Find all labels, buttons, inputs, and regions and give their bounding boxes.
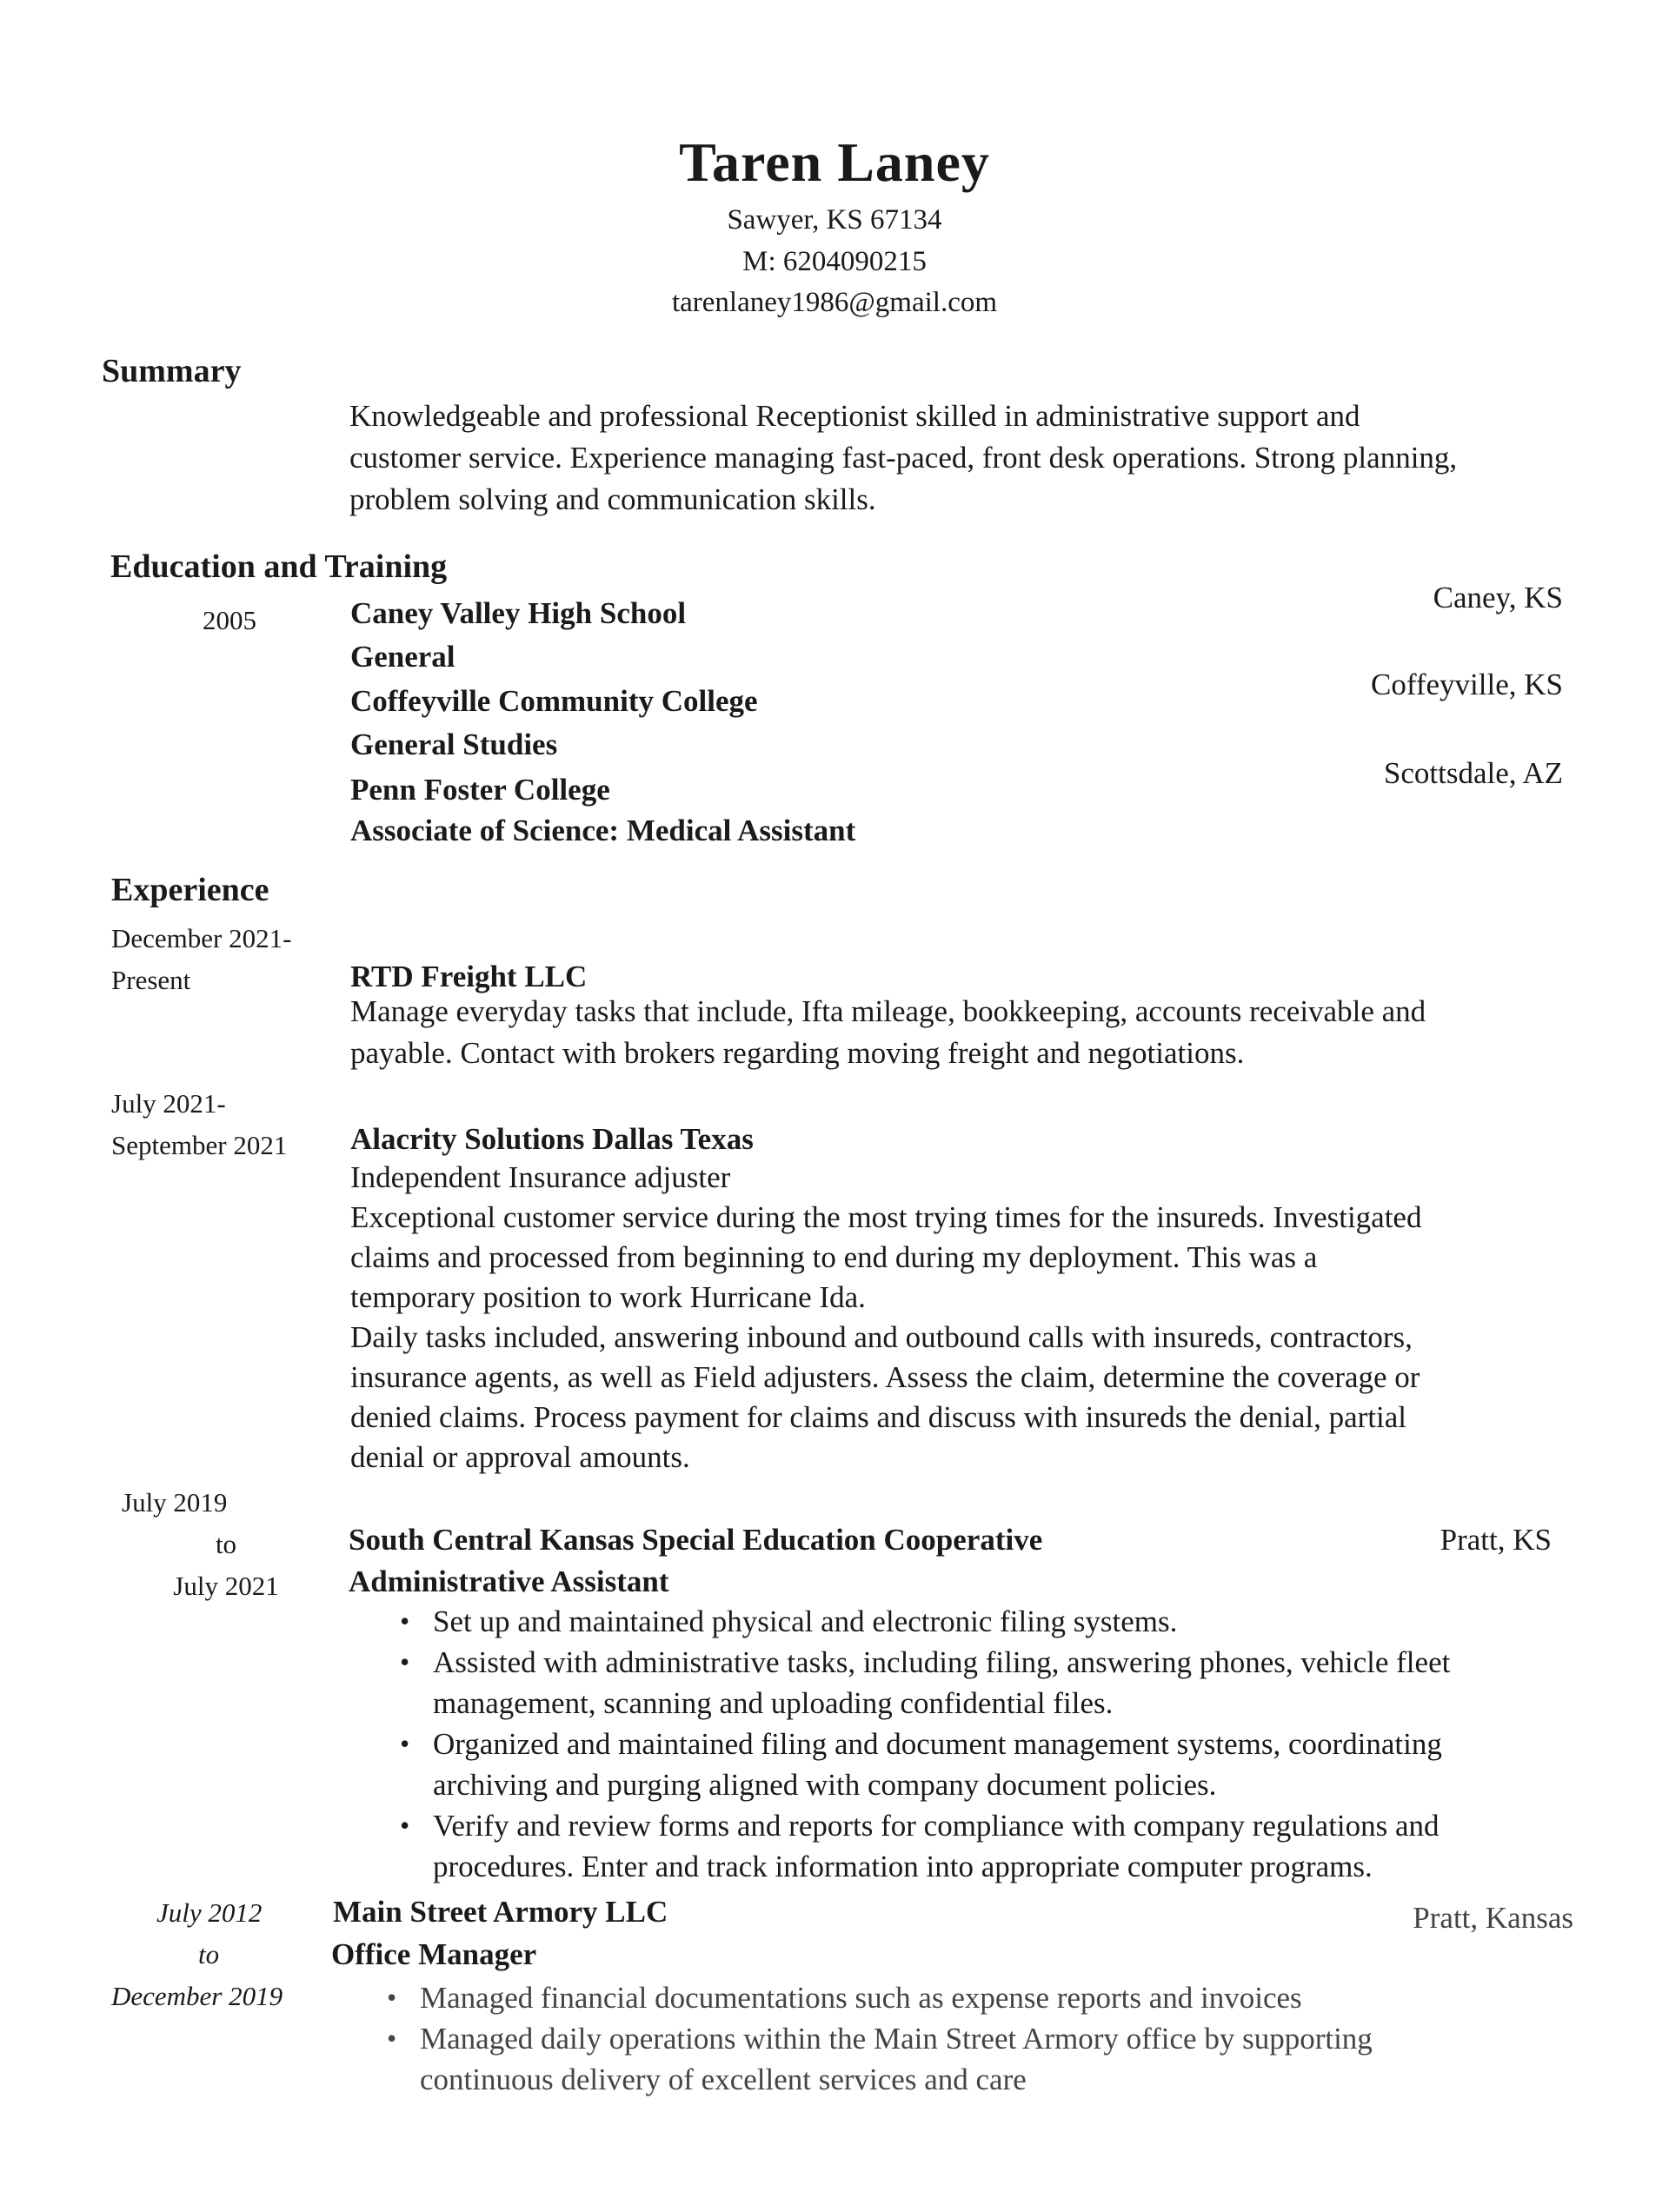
bullet-line: • Set up and maintained physical and electronic filing systems.: [433, 1604, 1178, 1638]
description-line: insurance agents, as well as Field adjusters. Assess the claim, determine the coverage or: [350, 1360, 1420, 1394]
description-line: Exceptional customer service during the most trying times for the insureds. Investigated: [350, 1200, 1422, 1234]
school-location: Caney, KS: [1433, 581, 1563, 614]
summary-text: [349, 395, 1584, 521]
job-date-line: December 2019: [111, 1981, 283, 2011]
description-line: denied claims. Process payment for claims and discuss with insureds the denial, partial: [350, 1400, 1406, 1434]
bullet-line: • Assisted with administrative tasks, including filing, answering phones, vehicle fleet: [433, 1645, 1451, 1679]
job-date-line: to: [198, 1939, 220, 1970]
bullet-line: • Managed daily operations within the Main Street Armory office by supporting: [420, 2022, 1373, 2056]
description-line: payable. Contact with brokers regarding moving freight and negotiations.: [350, 1036, 1245, 1070]
bullet-line: • Managed financial documentations such as expense reports and invoices: [420, 1981, 1302, 2015]
bullet-item: [433, 1805, 1599, 1887]
job-date-line: July 2021: [173, 1571, 279, 1601]
job-company: RTD Freight LLC: [350, 960, 588, 993]
job-date-line: to: [215, 1529, 237, 1559]
bullet-item: [433, 1601, 1599, 1642]
job-role: Independent Insurance adjuster: [350, 1160, 731, 1194]
experience-heading: Experience: [111, 872, 269, 908]
description-line: Daily tasks included, answering inbound and outbound calls with insureds, contractors,: [350, 1320, 1413, 1354]
job-date: [111, 918, 291, 1001]
job-location: Pratt, Kansas: [1413, 1901, 1573, 1935]
bullet-line: continuous delivery of excellent services and care: [420, 2063, 1027, 2096]
phone: M: 6204090215: [742, 246, 927, 277]
school-program: General Studies: [350, 727, 558, 761]
school-program: Associate of Science: Medical Assistant: [350, 814, 856, 847]
bullet-item: [433, 1642, 1599, 1724]
job-date-line: December 2021-: [111, 923, 292, 953]
job-date-line: July 2021-: [111, 1088, 226, 1119]
school-location: Scottsdale, AZ: [1383, 756, 1563, 790]
bullet-item: [420, 2018, 1586, 2100]
job-company: Main Street Armory LLC: [333, 1895, 668, 1929]
job-date-line: September 2021: [111, 1130, 288, 1160]
summary-line: customer service. Experience managing fast-paced, front desk operations. Strong planning,: [349, 441, 1458, 475]
description-line: claims and processed from beginning to end during my deployment. This was a: [350, 1240, 1318, 1274]
bullet-item: [433, 1724, 1599, 1805]
job-location: Pratt, KS: [1440, 1523, 1552, 1557]
job-description: [350, 991, 1585, 1074]
school-location: Coffeyville, KS: [1370, 668, 1563, 701]
job-company: South Central Kansas Special Education Cooperative: [349, 1523, 1043, 1557]
job-bullet-list: [382, 1601, 1599, 1887]
description-line: temporary position to work Hurricane Ida.: [350, 1280, 866, 1314]
candidate-name: Taren Laney: [679, 131, 990, 193]
job-bullet-list: [369, 1977, 1586, 2100]
job-date: [122, 1482, 296, 1607]
address: Sawyer, KS 67134: [727, 204, 942, 236]
job-description: [350, 1158, 1585, 1478]
bullet-line: management, scanning and uploading confidential files.: [433, 1686, 1114, 1720]
description-line: Manage everyday tasks that include, Ifta mileage, bookkeeping, accounts receivable and: [350, 994, 1426, 1028]
education-heading: Education and Training: [110, 548, 448, 585]
job-date-line: July 2012: [156, 1897, 263, 1928]
job-date-line: July 2019: [122, 1487, 228, 1518]
school-name: Caney Valley High School: [350, 596, 687, 630]
summary-heading: Summary: [102, 353, 242, 389]
job-company: Alacrity Solutions Dallas Texas: [350, 1122, 754, 1156]
education-year: 2005: [203, 605, 256, 635]
bullet-line: • Verify and review forms and reports for compliance with company regulations and: [433, 1809, 1440, 1843]
school-name: Coffeyville Community College: [350, 684, 758, 718]
job-role: Administrative Assistant: [349, 1564, 669, 1598]
school-name: Penn Foster College: [350, 773, 610, 807]
email: tarenlaney1986@gmail.com: [671, 287, 998, 318]
summary-line: Knowledgeable and professional Receptionist skilled in administrative support and: [349, 399, 1360, 433]
bullet-line: • Organized and maintained filing and document management systems, coordinating: [433, 1727, 1442, 1761]
bullet-line: procedures. Enter and track information into appropriate computer programs.: [433, 1850, 1373, 1883]
description-line: denial or approval amounts.: [350, 1440, 690, 1474]
job-role: Office Manager: [331, 1937, 537, 1971]
job-date: [111, 1083, 287, 1166]
job-date: [111, 1892, 303, 2017]
summary-line: problem solving and communication skills.: [349, 482, 876, 516]
bullet-item: [420, 1977, 1586, 2018]
job-date-line: Present: [111, 965, 191, 995]
bullet-line: archiving and purging aligned with company document policies.: [433, 1768, 1217, 1802]
school-program: General: [350, 640, 455, 674]
